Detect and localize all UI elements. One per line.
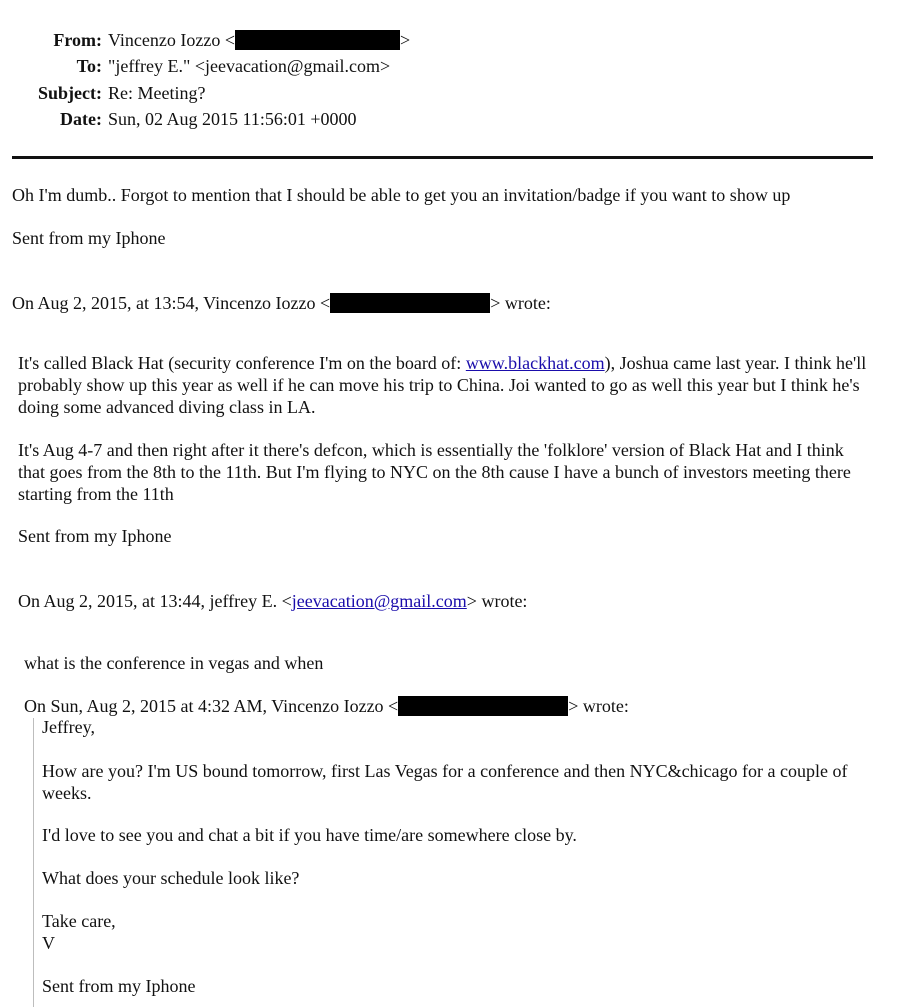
to-row xyxy=(0,54,600,78)
quote3-header-pre: On Sun, Aug 2, 2015 at 4:32 AM, Vincenzo Iozzo < xyxy=(24,696,399,716)
quoted-closing: Take care, xyxy=(42,911,116,931)
from-label: From: xyxy=(53,30,102,50)
quote3-header-post: > wrote: xyxy=(568,696,629,716)
quoted-greeting: Jeffrey, xyxy=(42,717,95,737)
quote1-header-pre: On Aug 2, 2015, at 13:54, Vincenzo Iozzo < xyxy=(12,293,331,313)
from-row xyxy=(0,28,600,52)
quote2-header-pre: On Aug 2, 2015, at 13:44, jeffrey E. < xyxy=(18,591,292,611)
question-line: what is the conference in vegas and when xyxy=(24,653,324,673)
from-name: Vincenzo Iozzo < xyxy=(108,30,236,50)
quote1-signature: Sent from my Iphone xyxy=(18,526,172,546)
quoted-initial: V xyxy=(42,933,55,953)
quote1-header-post: > wrote: xyxy=(490,293,551,313)
redaction-bar xyxy=(330,293,490,313)
subject-label: Subject: xyxy=(38,83,102,103)
email-link[interactable]: jeevacation@gmail.com xyxy=(291,591,467,611)
to-label: To: xyxy=(76,56,102,76)
redaction-bar xyxy=(398,696,568,716)
quote1-paragraph-2: It's Aug 4-7 and then right after it there's defcon, which is essentially the 'folklore' version of Black Hat and I think that goes from the 8th to the 11th. But I'm flying to NYC on the 8th cause I have a bunch of investors meeting there starting from the 11th xyxy=(18,440,851,504)
subject-row xyxy=(0,81,600,105)
quote2-header xyxy=(18,590,527,612)
p1-post: ), Joshua came last year. I think he'll probably show up this year as well if he can move his trip to China. Joi wanted to go as well this year but I think he's doing some advanced diving class in LA. xyxy=(18,353,867,417)
from-close: > xyxy=(400,30,411,50)
quote3-header xyxy=(24,695,629,717)
quote1-header xyxy=(12,292,551,314)
to-value: "jeffrey E." <jeevacation@gmail.com> xyxy=(108,56,391,76)
quote1-paragraph-1 xyxy=(18,352,868,418)
reply-line: Oh I'm dumb.. Forgot to mention that I should be able to get you an invitation/badge if you want to show up xyxy=(12,185,791,205)
blackhat-link[interactable]: www.blackhat.com xyxy=(465,353,605,373)
quoted-signature: Sent from my Iphone xyxy=(42,976,196,996)
date-row xyxy=(0,107,600,131)
subject-value: Re: Meeting? xyxy=(108,83,206,103)
date-value: Sun, 02 Aug 2015 11:56:01 +0000 xyxy=(108,109,357,129)
quoted-paragraph-1: How are you? I'm US bound tomorrow, first Las Vegas for a conference and then NYC&chicago for a couple of weeks. xyxy=(42,761,848,803)
quoted-paragraph-2: I'd love to see you and chat a bit if you have time/are somewhere close by. xyxy=(42,825,577,845)
quote-bar xyxy=(33,718,34,1007)
quoted-paragraph-3: What does your schedule look like? xyxy=(42,868,300,888)
p1-pre: It's called Black Hat (security conference I'm on the board of: xyxy=(18,353,466,373)
header-divider xyxy=(12,156,873,159)
quote2-header-post: > wrote: xyxy=(466,591,528,611)
date-label: Date: xyxy=(60,109,102,129)
redaction-bar xyxy=(235,30,400,50)
reply-signature: Sent from my Iphone xyxy=(12,228,166,248)
